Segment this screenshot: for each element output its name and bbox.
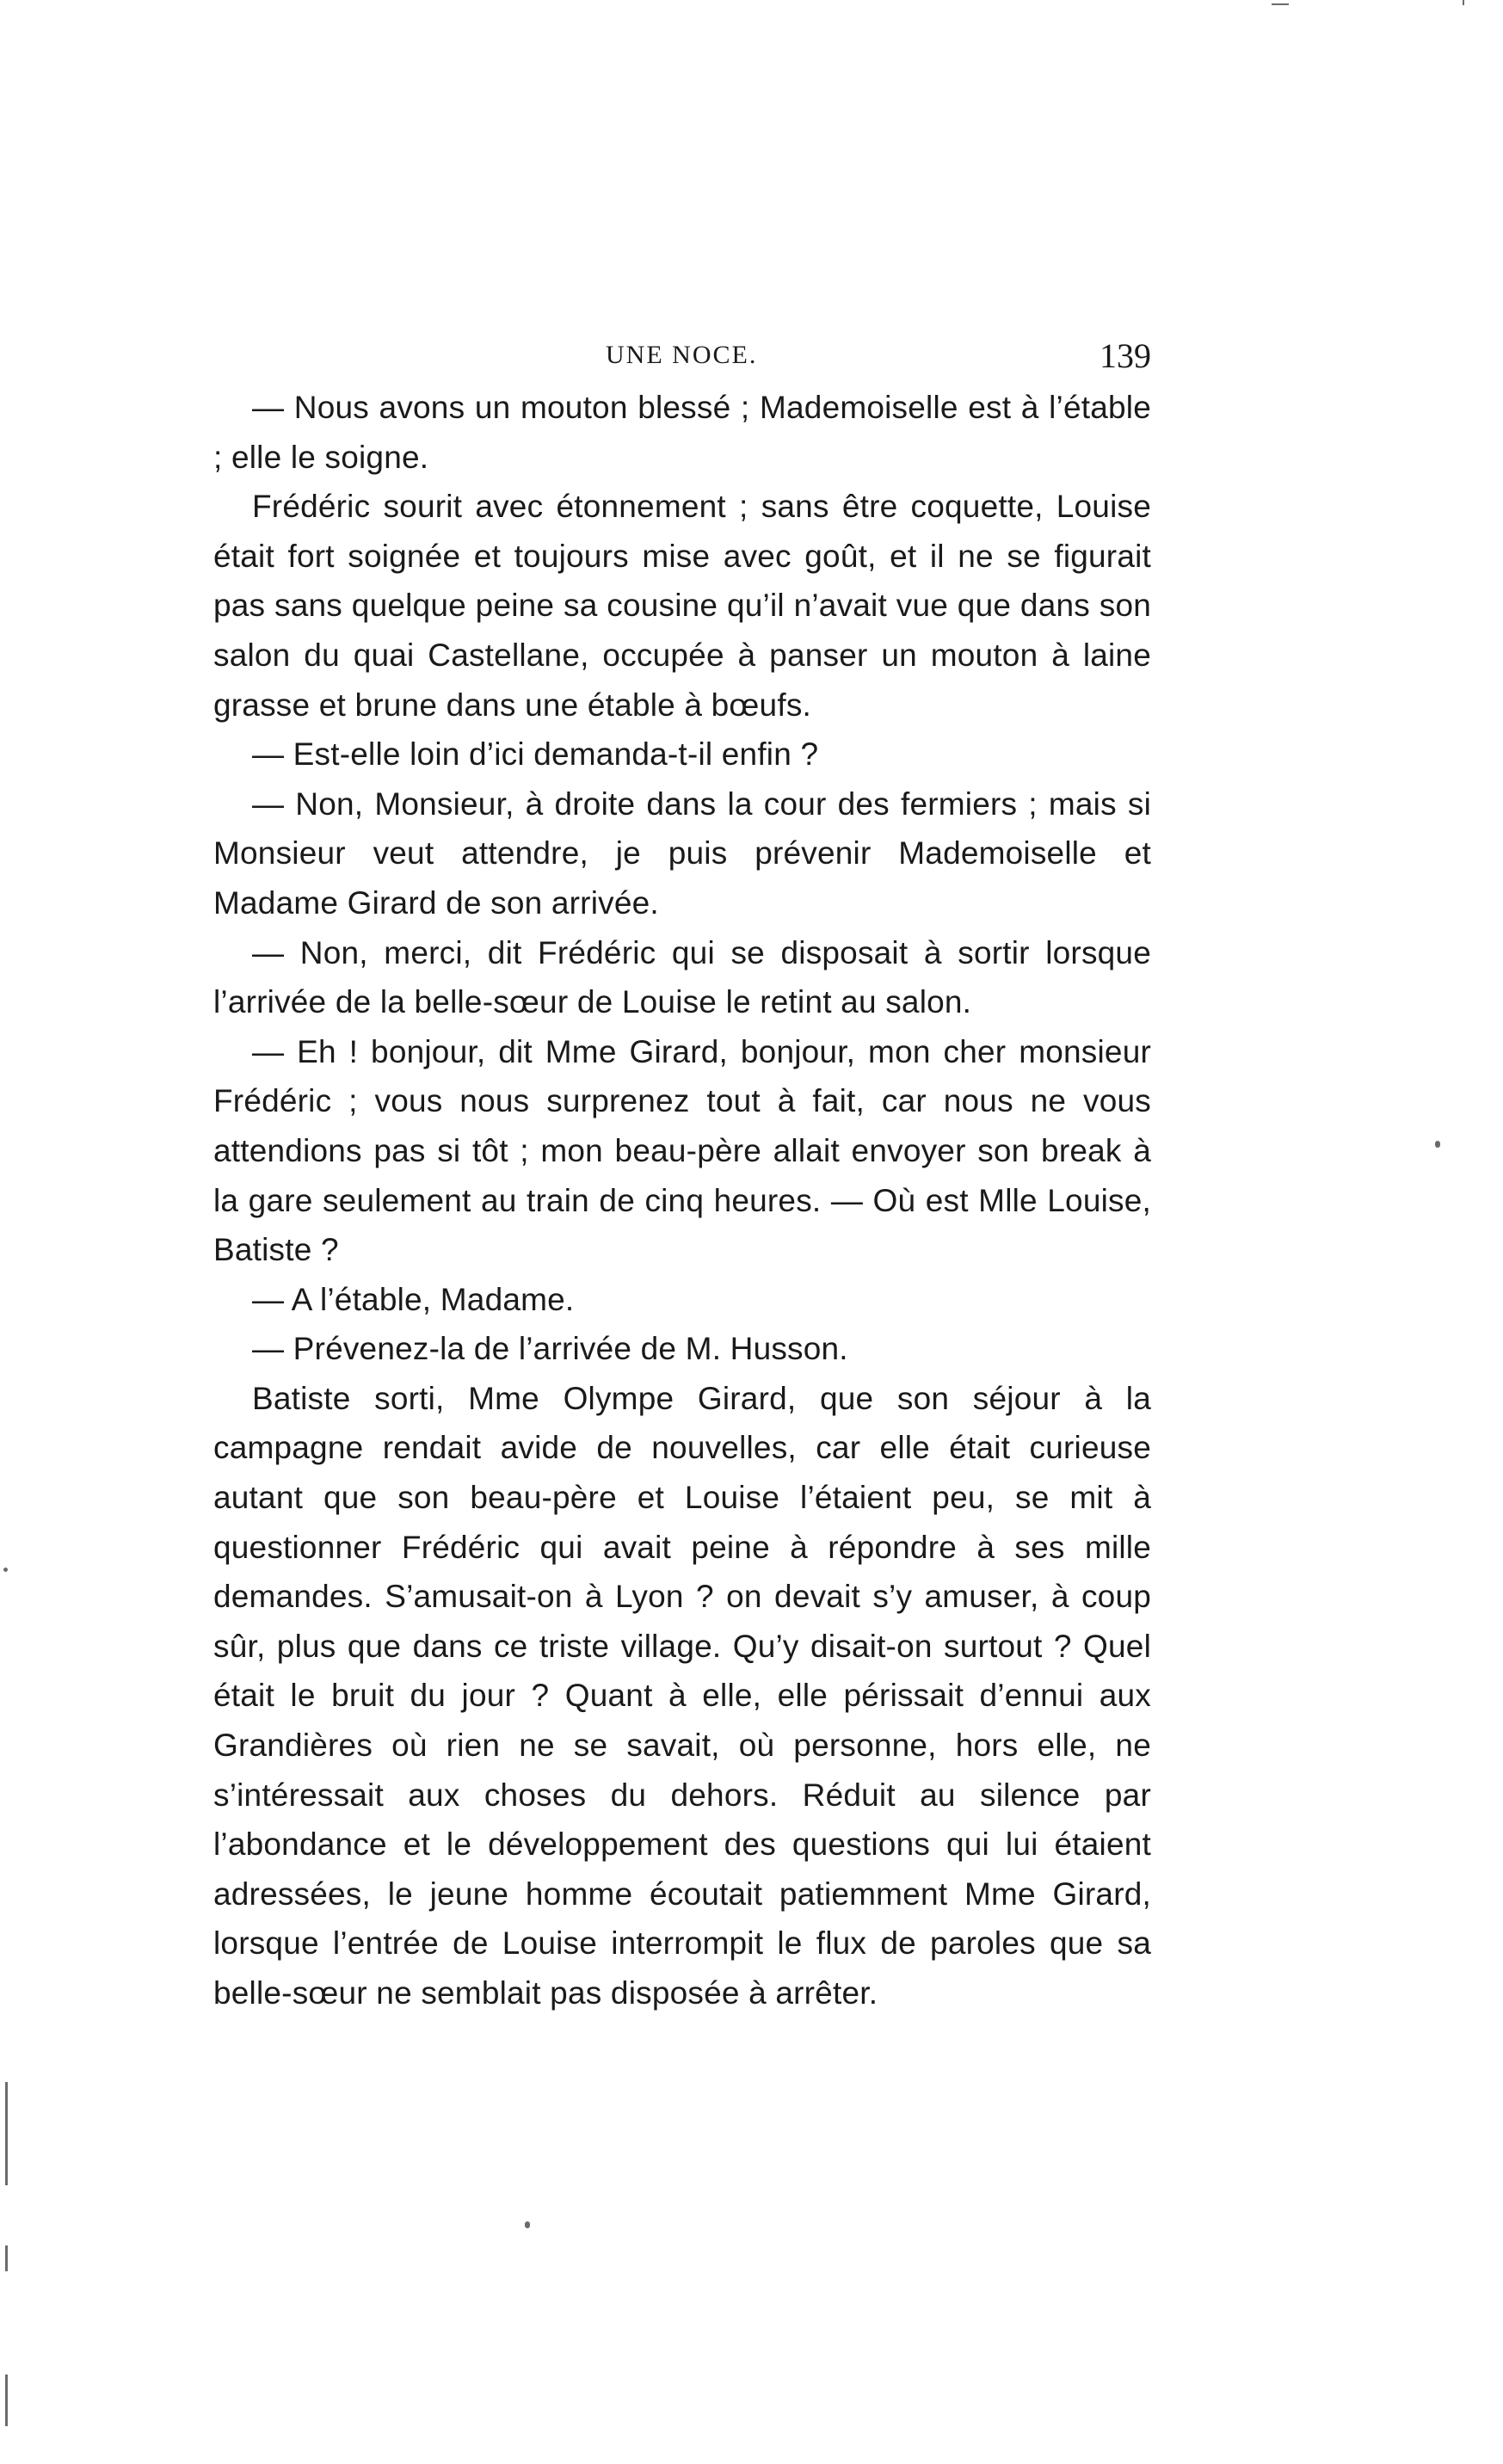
- running-title: UNE NOCE.: [606, 341, 758, 369]
- scan-edge-mark: [1463, 0, 1464, 5]
- page-number: 139: [1100, 336, 1151, 375]
- scan-edge-mark: [5, 2375, 8, 2426]
- paragraph: — Non, Monsieur, à droite dans la cour des fermiers ; mais si Monsieur veut attendre, je puis prévenir Mademoiselle et Madame Girard de son arrivée.: [213, 785, 1151, 921]
- paragraph: — A l’étable, Madame.: [252, 1281, 575, 1317]
- paragraph: — Est-elle loin d’ici demanda-t-il enfin ?: [252, 736, 819, 773]
- scan-speck: [1435, 1141, 1440, 1148]
- scan-edge-mark: [5, 2082, 8, 2185]
- running-head: [213, 336, 1151, 384]
- paragraph: Frédéric sourit avec étonnement ; sans être coquette, Louise était fort soignée et toujours mise avec goût, et il ne se figurait pas sans quelque peine sa cousine qu’il n’avait vue que dans son salon du quai Castellane, occupée à panser un mouton à laine grasse et brune dans une étable à bœufs.: [213, 489, 1151, 723]
- scan-edge-mark: [5, 2245, 8, 2271]
- body-text: [213, 383, 1151, 2018]
- scan-edge-mark: [1272, 3, 1289, 5]
- paragraph: Batiste sorti, Mme Olympe Girard, que son séjour à la campagne rendait avide de nouvelles, car elle était curieuse autant que son beau-père et Louise l’étaient peu, se mit à questionner Frédéric qui avait peine à répondre à ses mille demandes. S’amusait-on à Lyon ? on devait s’y amuser, à coup sûr, plus que dans ce triste village. Qu’y disait-on surtout ? Quel était le bruit du jour ? Quant à elle, elle périssait d’ennui aux Grandières où rien ne se savait, où personne, hors elle, ne s’intéressait aux choses du dehors. Réduit au silence par l’abondance et le développement des questions qui lui étaient adressées, le jeune homme écoutait patiemment Mme Girard, lorsque l’entrée de Louise interrompit le flux de paroles que sa belle-sœur ne semblait pas disposée à arrêter.: [213, 1380, 1151, 2011]
- paragraph: — Non, merci, dit Frédéric qui se disposait à sortir lorsque l’arrivée de la belle-sœur de Louise le retint au salon.: [213, 934, 1151, 1020]
- scan-speck: [3, 1568, 8, 1572]
- scan-speck: [525, 2221, 530, 2228]
- paragraph: — Eh ! bonjour, dit Mme Girard, bonjour, mon cher monsieur Frédéric ; vous nous surprenez tout à fait, car nous ne vous attendions pas si tôt ; mon beau-père allait envoyer son break à la gare seulement au train de cinq heures. — Où est Mlle Louise, Batiste ?: [213, 1033, 1151, 1268]
- paragraph: — Prévenez-la de l’arrivée de M. Husson.: [252, 1331, 848, 1367]
- paragraph: — Nous avons un mouton blessé ; Mademoiselle est à l’étable ; elle le soigne.: [213, 390, 1151, 475]
